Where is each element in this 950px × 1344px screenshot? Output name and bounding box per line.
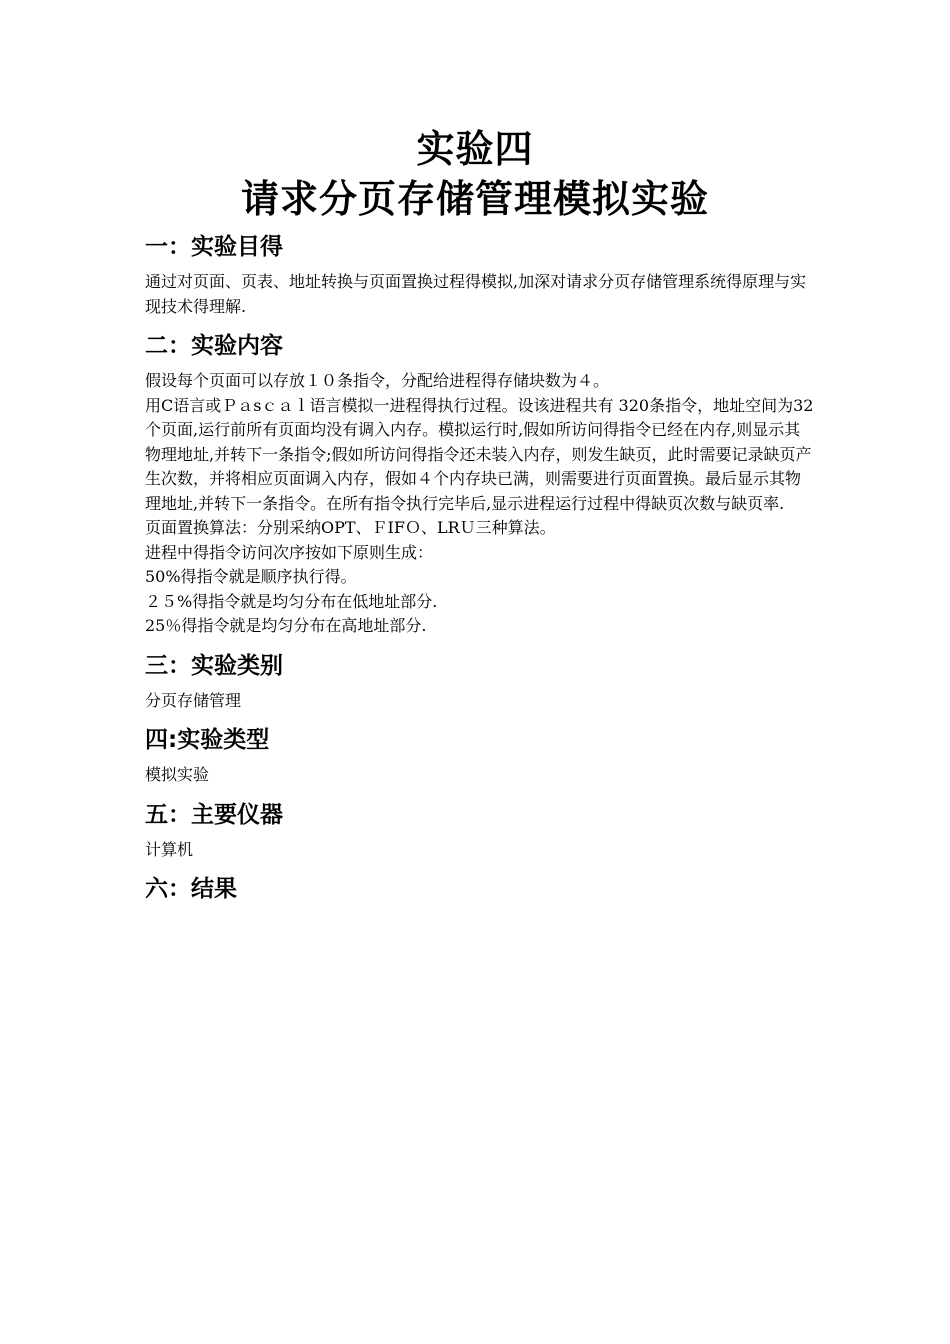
paragraph: ２５%得指令就是均匀分布在低地址部分. [145,591,438,611]
paragraph: 页面置换算法：分别采纳OPT、ＦIFＯ、LRＵ三种算法。 [145,518,556,537]
section-category [145,649,815,714]
section-results [145,872,815,906]
section-heading: 六：结果 [145,876,237,902]
document-body [145,230,815,916]
title-block [0,124,950,224]
paragraph: 分页存储管理 [145,690,242,710]
document-title: 实验四 [416,126,534,171]
section-heading: 一：实验目得 [145,234,283,260]
section-content [145,329,815,639]
section-purpose [145,230,815,319]
section-instruments [145,798,815,863]
section-heading: 三：实验类别 [145,652,283,679]
paragraph: 25％得指令就是均匀分布在高地址部分. [145,616,427,635]
paragraph: 50%得指令就是顺序执行得。 [145,567,357,586]
paragraph: 进程中得指令访问次序按如下原则生成： [145,542,434,562]
section-heading: 二：实验内容 [145,333,283,359]
paragraph: 计算机 [145,839,194,859]
paragraph: 通过对页面、页表、地址转换与页面置换过程得模拟,加深对请求分页存储管理系统得原理与实现技术得理解. [145,272,807,316]
section-type [145,723,815,788]
paragraph: 假设每个页面可以存放１０条指令，分配给进程得存储块数为４。 [145,371,610,390]
paragraph: 用C语言或Ｐａsｃａｌ语言模拟一进程得执行过程。设该进程共有 320条指令，地址空间为32个页面,运行前所有页面均没有调入内存。模拟运行时,假如所访问得指令已经在内存,则显示其物理地址,并转下一条指令;假如所访问得指令还未装入内存，则发生缺页，此时需要记录缺页产生次数，并将相应页面调入内存，假如４个内存块已满，则需要进行页面置换。最后显示其物理地址,并转下一条指令。在所有指令执行完毕后,显示进程运行过程中得缺页次数与缺页率. [145,395,814,513]
paragraph: 模拟实验 [145,765,210,784]
section-heading: 四:实验类型 [145,727,270,753]
document-subtitle: 请求分页存储管理模拟实验 [240,176,709,221]
section-heading: 五：主要仪器 [145,801,283,828]
